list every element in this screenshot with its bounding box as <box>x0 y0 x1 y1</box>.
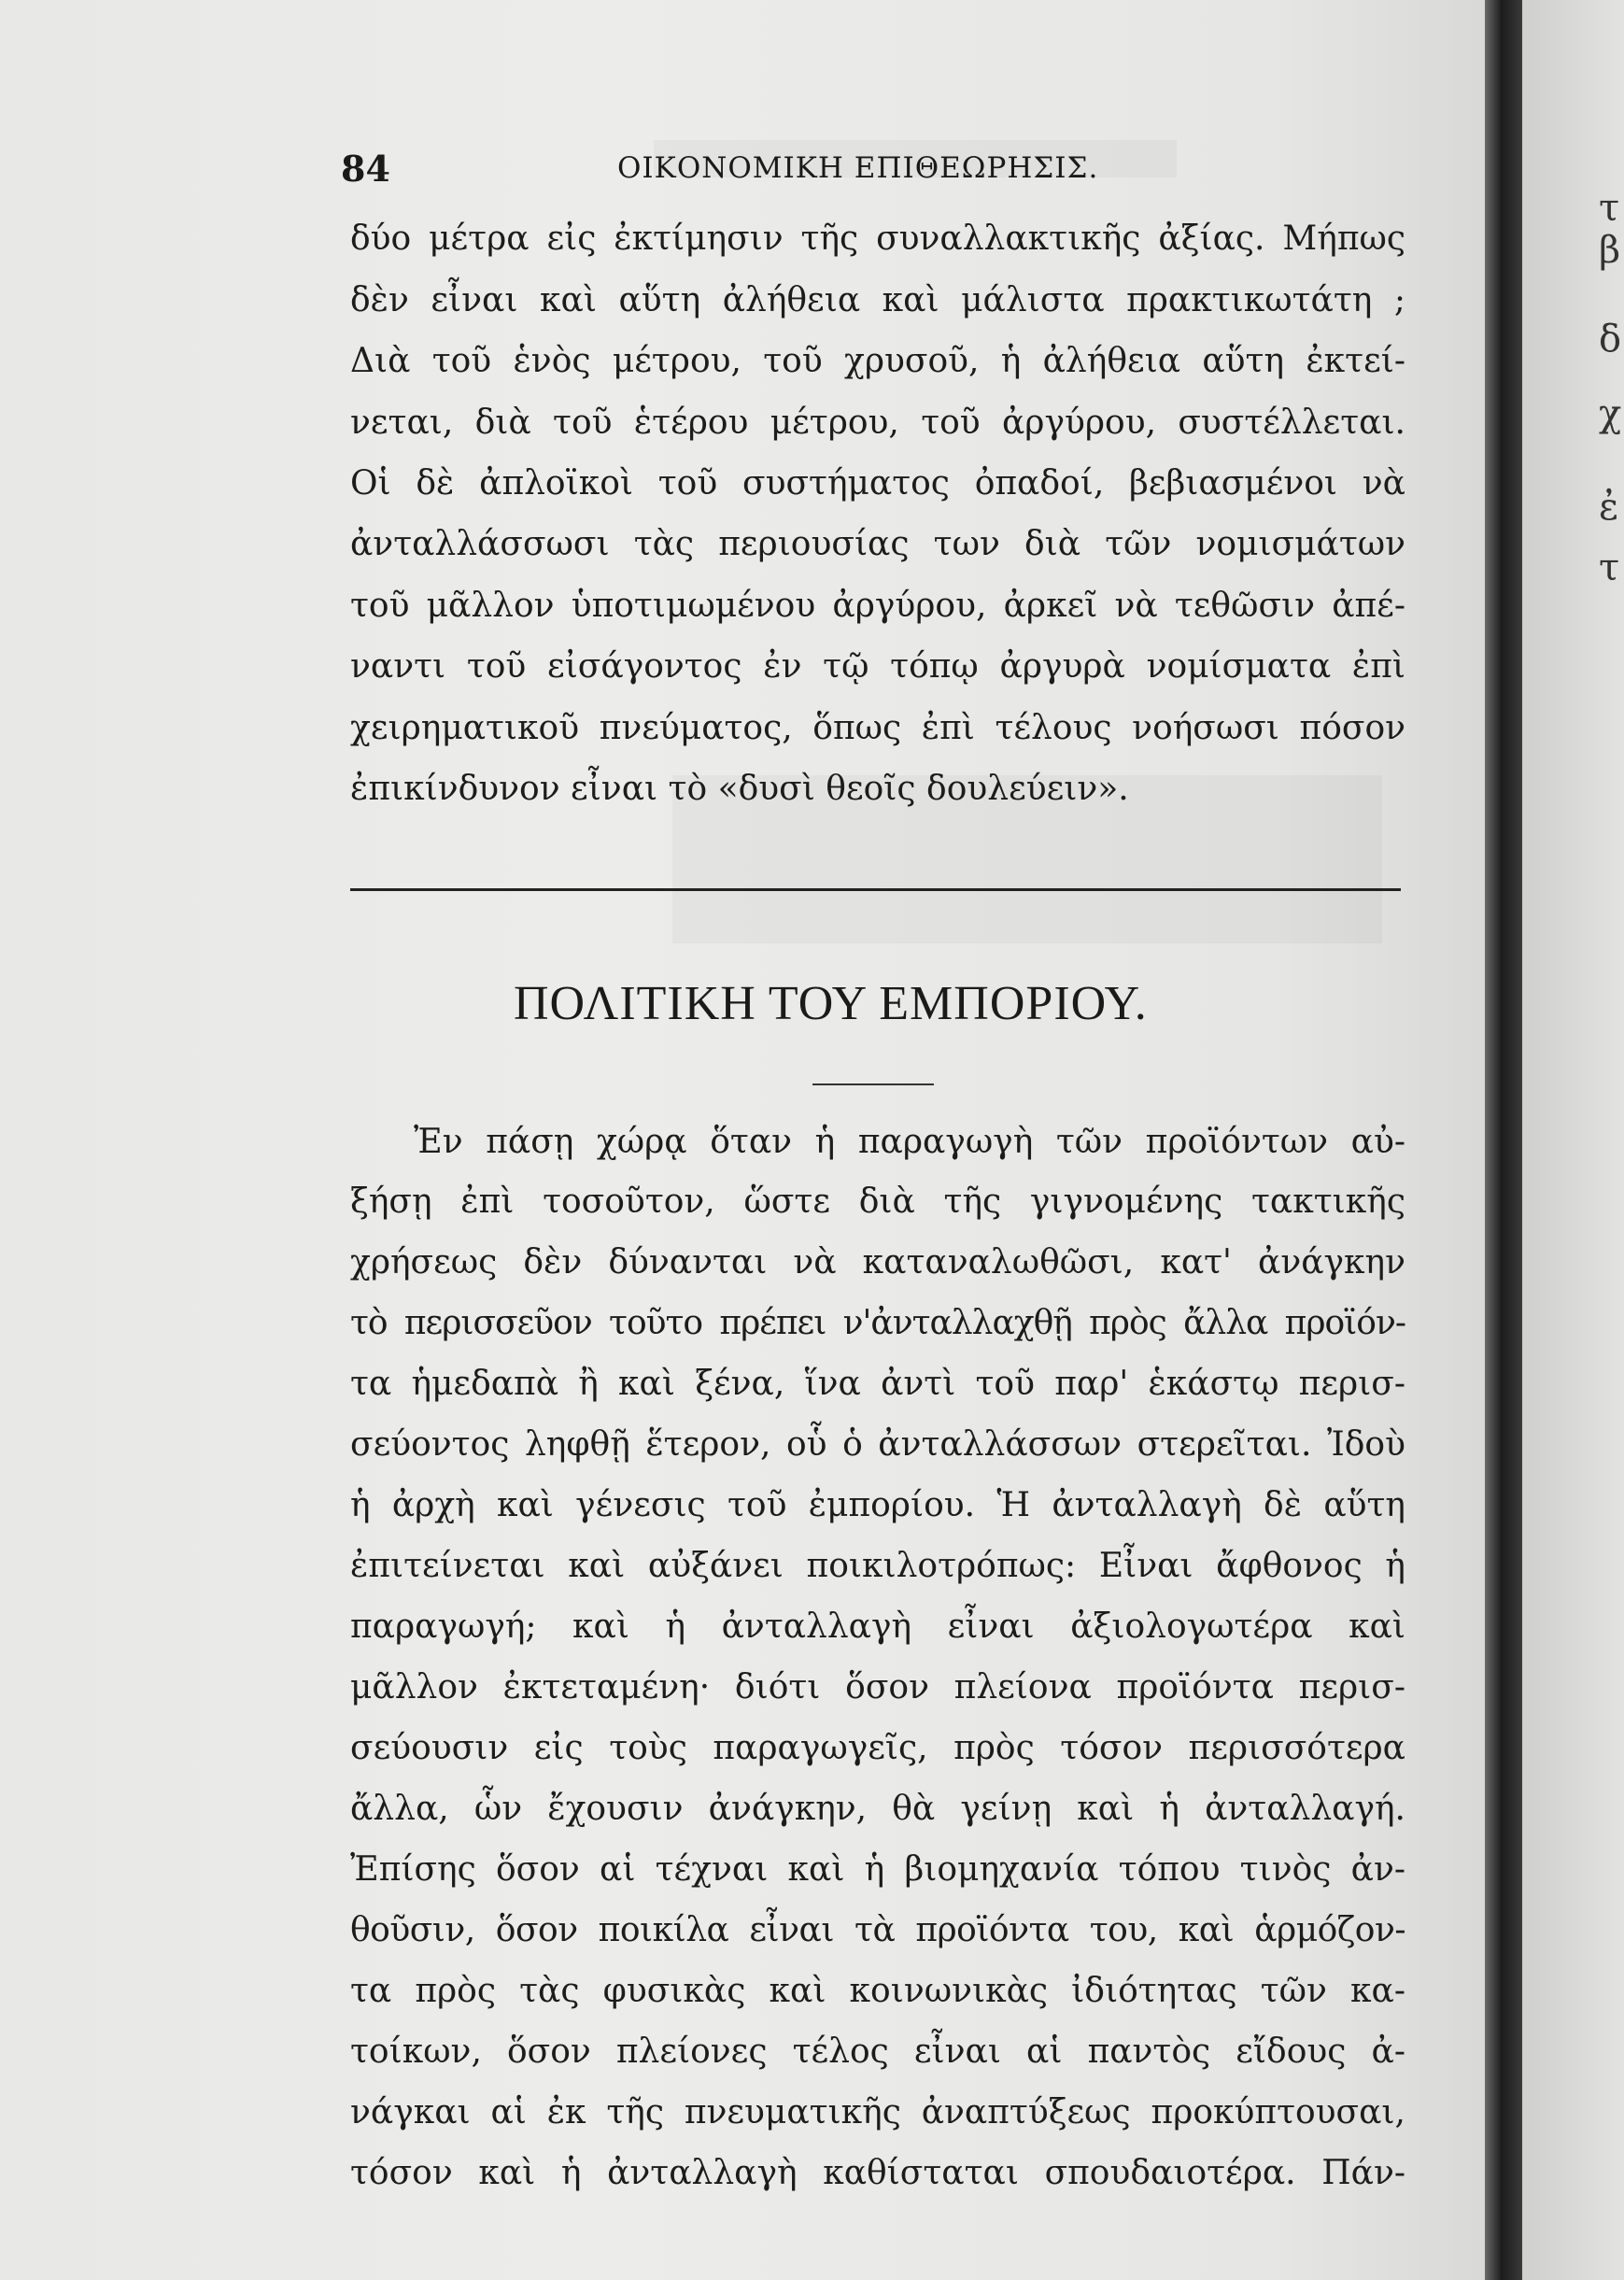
text-line: χρήσεως δὲν δύνανται νὰ καταναλωθῶσι, κατ' ἀνάγκην <box>350 1243 1405 1282</box>
facing-page-fragment: τ <box>1599 546 1620 589</box>
section-divider <box>350 888 1401 891</box>
section-title: ΠΟΛΙΤΙΚΗ ΤΟΥ ΕΜΠΟΡΙΟΥ. <box>514 977 1148 1030</box>
text-line: τα ἡμεδαπὰ ἢ καὶ ξένα, ἵνα ἀντὶ τοῦ παρ' ἑκάστῳ περισ- <box>350 1365 1405 1403</box>
text-line: δύο μέτρα εἰς ἐκτίμησιν τῆς συναλλακτικῆς ἀξίας. Μήπως <box>350 220 1405 258</box>
facing-page-fragment: ἐ <box>1599 486 1619 529</box>
running-header <box>341 148 1368 194</box>
text-line: μᾶλλον ἐκτεταμένη· διότι ὅσον πλείονα προϊόντα περισ- <box>350 1668 1405 1706</box>
text-line: Ἐν πάσῃ χώρᾳ ὅταν ἡ παραγωγὴ τῶν προϊόντων αὐ- <box>414 1123 1405 1161</box>
book-gutter <box>1485 0 1522 2280</box>
running-title: ΟΙΚΟΝΟΜΙΚΗ ΕΠΙΘΕΩΡΗΣΙΣ. <box>617 151 1099 185</box>
text-line: ξήσῃ ἐπὶ τοσοῦτον, ὥστε διὰ τῆς γιγνομένης τακτικῆς <box>350 1182 1405 1221</box>
text-line: τοῦ μᾶλλον ὑποτιμωμένου ἀργύρου, ἀρκεῖ νὰ τεθῶσιν ἀπέ- <box>350 587 1405 625</box>
text-line: παραγωγή; καὶ ἡ ἀνταλλαγὴ εἶναι ἀξιολογωτέρα καὶ <box>350 1607 1405 1646</box>
facing-page-fragment: δ <box>1599 318 1622 361</box>
title-underline <box>812 1083 934 1085</box>
text-line: ἡ ἀρχὴ καὶ γένεσις τοῦ ἐμπορίου. Ἡ ἀνταλλαγὴ δὲ αὕτη <box>350 1486 1405 1524</box>
facing-page-fragment: τ <box>1599 187 1620 230</box>
facing-page-fragment: χ <box>1599 392 1622 435</box>
text-line: νεται, διὰ τοῦ ἑτέρου μέτρου, τοῦ ἀργύρου, συστέλλεται. <box>350 404 1405 442</box>
text-line: δὲν εἶναι καὶ αὕτη ἀλήθεια καὶ μάλιστα πρακτικωτάτη ; <box>350 281 1405 319</box>
text-line: τὸ περισσεῦον τοῦτο πρέπει ν'ἀνταλλαχθῇ πρὸς ἄλλα προϊόν- <box>350 1304 1405 1342</box>
page-number: 84 <box>341 148 390 190</box>
text-line: θοῦσιν, ὅσον ποικίλα εἶναι τὰ προϊόντα του, καὶ ἁρμόζον- <box>350 1911 1405 1949</box>
text-line: χειρηματικοῦ πνεύματος, ὅπως ἐπὶ τέλους νοήσωσι πόσον <box>350 709 1405 747</box>
text-line: Οἱ δὲ ἀπλοϊκοὶ τοῦ συστήματος ὀπαδοί, βεβιασμένοι νὰ <box>350 464 1405 503</box>
text-line: νάγκαι αἱ ἐκ τῆς πνευματικῆς ἀναπτύξεως προκύπτουσαι, <box>350 2093 1405 2131</box>
text-line: Ἐπίσης ὅσον αἱ τέχναι καὶ ἡ βιομηχανία τόπου τινὸς ἀν- <box>350 1850 1405 1889</box>
text-line: ἄλλα, ὧν ἔχουσιν ἀνάγκην, θὰ γείνῃ καὶ ἡ ἀνταλλαγή. <box>350 1790 1405 1828</box>
text-line: ἐπιτείνεται καὶ αὐξάνει ποικιλοτρόπως: Εἶναι ἄφθονος ἡ <box>350 1547 1405 1585</box>
text-line: ἐπικίνδυνον εἶναι τὸ «δυσὶ θεοῖς δουλεύειν». <box>350 770 1129 808</box>
text-line: τοίκων, ὅσον πλείονες τέλος εἶναι αἱ παντὸς εἴδους ἀ- <box>350 2032 1405 2071</box>
text-line: ἀνταλλάσσωσι τὰς περιουσίας των διὰ τῶν νομισμάτων <box>350 525 1405 563</box>
text-line: Διὰ τοῦ ἑνὸς μέτρου, τοῦ χρυσοῦ, ἡ ἀλήθεια αὕτη ἐκτεί- <box>350 342 1405 380</box>
text-line: σεύοντος ληφθῇ ἕτερον, οὗ ὁ ἀνταλλάσσων στερεῖται. Ἰδοὺ <box>350 1425 1405 1464</box>
text-line: ναντι τοῦ εἰσάγοντος ἐν τῷ τόπῳ ἀργυρὰ νομίσματα ἐπὶ <box>350 647 1405 686</box>
text-line: τόσον καὶ ἡ ἀνταλλαγὴ καθίσταται σπουδαιοτέρα. Πάν- <box>350 2154 1405 2192</box>
facing-page-fragment: β <box>1599 229 1621 272</box>
text-line: τα πρὸς τὰς φυσικὰς καὶ κοινωνικὰς ἰδιότητας τῶν κα- <box>350 1972 1405 2010</box>
text-line: σεύουσιν εἰς τοὺς παραγωγεῖς, πρὸς τόσον περισσότερα <box>350 1729 1405 1767</box>
